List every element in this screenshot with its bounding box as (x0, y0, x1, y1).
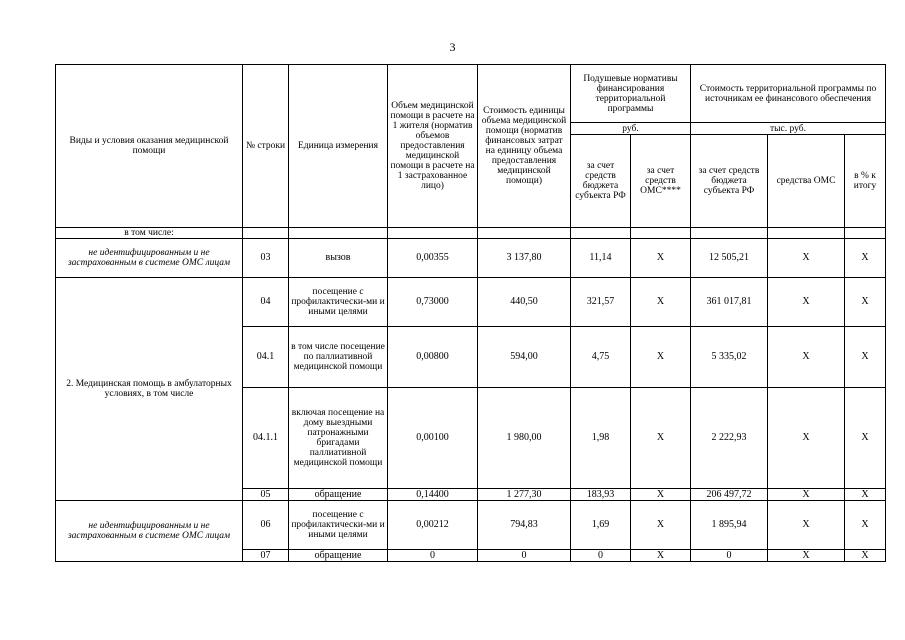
row-pc-oms: X (631, 239, 691, 278)
header-territorial-cost: Стоимость территориальной программы по источникам ее финансового обеспечения (691, 65, 886, 123)
row-pc-oms: X (631, 388, 691, 489)
row-volume: 0,14400 (388, 489, 478, 501)
header-tc-oms: средства ОМС (768, 135, 845, 228)
section-label: в том числе: (56, 228, 243, 239)
header-cost: Стоимость единицы объема медицинской помощи (норматив финансовых затрат на единицу объема предоставления медицинской помощи) (478, 65, 571, 228)
header-pc-oms: за счет средств ОМС**** (631, 135, 691, 228)
row-volume: 0 (388, 550, 478, 562)
row-no: 04.1.1 (243, 388, 289, 489)
row-tc-budget: 361 017,81 (691, 278, 768, 327)
row-pc-budget: 1,69 (571, 501, 631, 550)
row-pc-budget: 4,75 (571, 327, 631, 388)
header-type: Виды и условия оказания медицинской помощи (56, 65, 243, 228)
row-pc-oms: X (631, 278, 691, 327)
table-row (56, 501, 886, 550)
row-volume: 0,00800 (388, 327, 478, 388)
row-tc-budget: 1 895,94 (691, 501, 768, 550)
row-tc-oms: X (768, 388, 845, 489)
row-volume: 0,00100 (388, 388, 478, 489)
row-tc-pct: X (845, 388, 886, 489)
row-pc-budget: 183,93 (571, 489, 631, 501)
row-no: 07 (243, 550, 289, 562)
row-unit: в том числе посещение по паллиативной медицинской помощи (289, 327, 388, 388)
row-unit: включая посещение на дому выездными патронажными бригадами паллиативной медицинской помощи (289, 388, 388, 489)
row-cost: 440,50 (478, 278, 571, 327)
row-label: не идентифицированным и не застрахованным в системе ОМС лицам (56, 239, 243, 278)
row-no: 06 (243, 501, 289, 550)
row-no: 05 (243, 489, 289, 501)
row-cost: 1 277,30 (478, 489, 571, 501)
section2-label: 2. Медицинская помощь в амбулаторных условиях, в том числе (56, 278, 243, 501)
row-unit: посещение с профилактически-ми и иными целями (289, 278, 388, 327)
row-unit: посещение с профилактически-ми и иными целями (289, 501, 388, 550)
row-pc-oms: X (631, 327, 691, 388)
row-pc-oms: X (631, 550, 691, 562)
row-pc-budget: 11,14 (571, 239, 631, 278)
row-unit: вызов (289, 239, 388, 278)
row-cost: 1 980,00 (478, 388, 571, 489)
table-row (56, 239, 886, 278)
row-unit: обращение (289, 489, 388, 501)
row-tc-pct: X (845, 489, 886, 501)
row-pc-budget: 321,57 (571, 278, 631, 327)
header-pc-budget: за счет средств бюджета субъекта РФ (571, 135, 631, 228)
row-tc-pct: X (845, 550, 886, 562)
header-row-no: № строки (243, 65, 289, 228)
header-tc-budget: за счет средств бюджета субъекта РФ (691, 135, 768, 228)
row-tc-budget: 12 505,21 (691, 239, 768, 278)
row-cost: 0 (478, 550, 571, 562)
page-number: 3 (449, 40, 456, 54)
row-pc-oms: X (631, 501, 691, 550)
row-unit: обращение (289, 550, 388, 562)
row-volume: 0,00355 (388, 239, 478, 278)
row-volume: 0,73000 (388, 278, 478, 327)
row-tc-budget: 206 497,72 (691, 489, 768, 501)
row-tc-pct: X (845, 239, 886, 278)
row-tc-oms: X (768, 278, 845, 327)
row-tc-pct: X (845, 501, 886, 550)
header-tc-percent: в % к итогу (845, 135, 886, 228)
row-tc-budget: 2 222,93 (691, 388, 768, 489)
row-pc-oms: X (631, 489, 691, 501)
row-label: не идентифицированным и не застрахованным в системе ОМС лицам (56, 501, 243, 562)
row-tc-pct: X (845, 278, 886, 327)
row-tc-oms: X (768, 501, 845, 550)
row-tc-pct: X (845, 327, 886, 388)
row-pc-budget: 1,98 (571, 388, 631, 489)
header-unit: Единица измерения (289, 65, 388, 228)
row-tc-oms: X (768, 327, 845, 388)
row-cost: 3 137,80 (478, 239, 571, 278)
table-row (56, 278, 886, 327)
header-per-capita: Подушевые нормативы финансирования территориальной программы (571, 65, 691, 123)
row-tc-budget: 0 (691, 550, 768, 562)
row-cost: 794,83 (478, 501, 571, 550)
row-tc-budget: 5 335,02 (691, 327, 768, 388)
row-tc-oms: X (768, 550, 845, 562)
row-pc-budget: 0 (571, 550, 631, 562)
row-no: 04.1 (243, 327, 289, 388)
header-unit-thous-rub: тыс. руб. (691, 123, 886, 135)
row-no: 03 (243, 239, 289, 278)
row-tc-oms: X (768, 489, 845, 501)
row-volume: 0,00212 (388, 501, 478, 550)
header-volume: Объем медицинской помощи в расчете на 1 жителя (норматив объемов предоставления медицинской помощи в расчете на 1 застрахованное лицо) (388, 65, 478, 228)
row-cost: 594,00 (478, 327, 571, 388)
header-unit-rub: руб. (571, 123, 691, 135)
row-tc-oms: X (768, 239, 845, 278)
program-cost-table (55, 64, 886, 562)
row-no: 04 (243, 278, 289, 327)
